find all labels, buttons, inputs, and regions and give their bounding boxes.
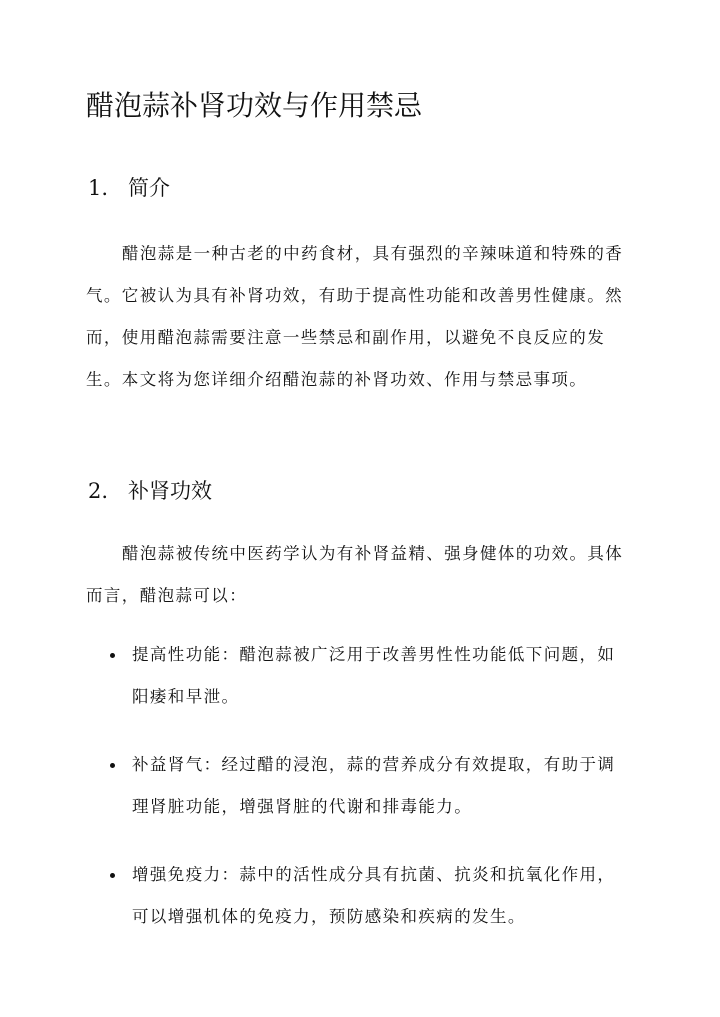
section-heading-intro: [88, 173, 628, 203]
bullet-icon: [110, 763, 115, 768]
section-title: 补肾功效: [128, 479, 212, 503]
benefits-list: [100, 634, 620, 964]
list-item-text: 增强免疫力：蒜中的活性成分具有抗菌、抗炎和抗氧化作用，可以增强机体的免疫力，预防感染和疾病的发生。: [132, 865, 616, 926]
bullet-icon: [110, 653, 115, 658]
section-title: 简介: [128, 176, 170, 200]
section-heading-benefits: [88, 476, 628, 506]
list-item: [100, 634, 620, 718]
section-number: 2.: [88, 479, 109, 503]
list-item-text: 补益肾气：经过醋的浸泡，蒜的营养成分有效提取，有助于调理肾脏功能，增强肾脏的代谢和排毒能力。: [132, 755, 616, 816]
list-item-text: 提高性功能：醋泡蒜被广泛用于改善男性性功能低下问题，如阳痿和早泄。: [132, 645, 616, 706]
bullet-icon: [110, 873, 115, 878]
list-item: [100, 854, 620, 938]
section-number: 1.: [88, 176, 109, 200]
intro-paragraph: 醋泡蒜是一种古老的中药食材，具有强烈的辛辣味道和特殊的香气。它被认为具有补肾功效，有助于提高性功能和改善男性健康。然而，使用醋泡蒜需要注意一些禁忌和副作用，以避免不良反应的发生。本文将为您详细介绍醋泡蒜的补肾功效、作用与禁忌事项。: [86, 244, 624, 389]
page-title: 醋泡蒜补肾功效与作用禁忌: [86, 89, 423, 122]
benefits-paragraph: 醋泡蒜被传统中医药学认为有补肾益精、强身健体的功效。具体而言，醋泡蒜可以：: [86, 544, 624, 605]
list-item: [100, 744, 620, 828]
